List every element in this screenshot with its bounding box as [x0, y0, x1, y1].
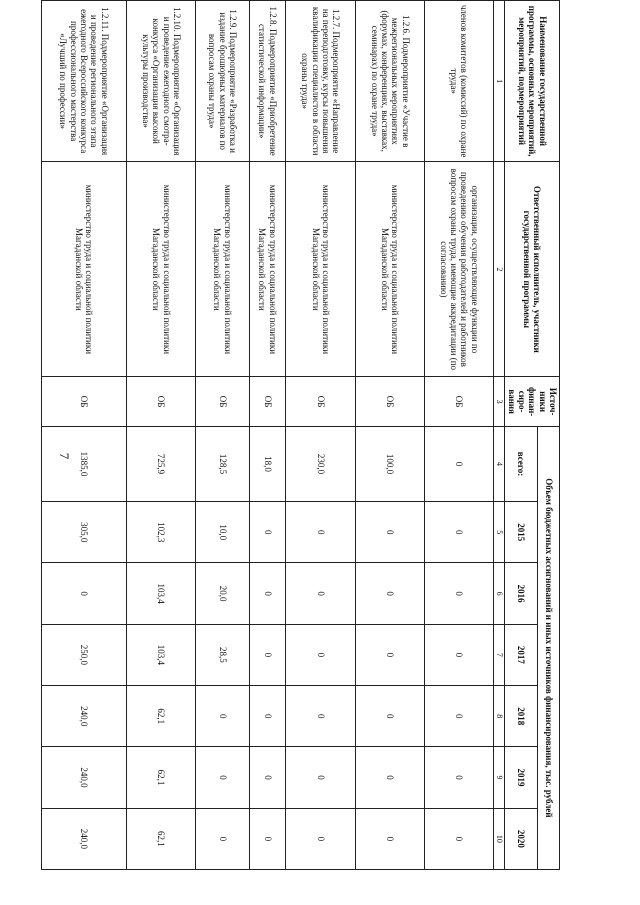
rotated-table-stage [40, 0, 560, 870]
header-executor: Ответственный исполнитель, участники государственной программы [505, 162, 560, 377]
cell-2018: 0 [196, 686, 249, 747]
cell-2019: 0 [196, 747, 249, 808]
table-row [286, 1, 355, 870]
cell-2020: 0 [249, 808, 286, 869]
header-year-2015: 2015 [505, 502, 538, 563]
header-year-2018: 2018 [505, 686, 538, 747]
cell-2018: 0 [286, 686, 355, 747]
cell-2016: 0 [286, 563, 355, 624]
cell-program-name: членов комитетов (комиссий) по охране труда» [425, 1, 494, 162]
cell-executor: министерство труда и социальной политики Магаданской области [249, 162, 286, 377]
cell-total: 0 [425, 426, 494, 501]
cell-2016: 0 [355, 563, 424, 624]
cell-2017: 0 [249, 624, 286, 685]
col-number: 4 [494, 426, 505, 501]
table-row [41, 1, 127, 870]
col-number: 9 [494, 747, 505, 808]
cell-program-name: 1.2.11. Подмероприятие «Организация и проведение регионального этапа ежегодного Всероссийского конкурса профессионального мастерства «Лучший по профессии» [41, 1, 127, 162]
cell-2017: 0 [286, 624, 355, 685]
cell-source: ОБ [249, 377, 286, 426]
cell-2016: 103,4 [127, 563, 196, 624]
cell-program-name: 1.2.7. Подмероприятие «Направление на переподготовку, курсы повышения квалификации специалистов в области охраны труда» [286, 1, 355, 162]
header-volume: Объем бюджетных ассигнований и иных источников финансирования, тыс. рублей [538, 426, 560, 869]
cell-total: 100,0 [355, 426, 424, 501]
cell-executor: министерство труда и социальной политики Магаданской области [41, 162, 127, 377]
cell-2015: 10,0 [196, 502, 249, 563]
cell-source: ОБ [127, 377, 196, 426]
col-number: 3 [494, 377, 505, 426]
col-number: 10 [494, 808, 505, 869]
cell-2015: 0 [355, 502, 424, 563]
cell-2019: 62,1 [127, 747, 196, 808]
cell-2015: 0 [425, 502, 494, 563]
cell-2015: 0 [286, 502, 355, 563]
table-row [196, 1, 249, 870]
header-year-2019: 2019 [505, 747, 538, 808]
cell-total: 725,9 [127, 426, 196, 501]
cell-source: ОБ [41, 377, 127, 426]
cell-executor: министерство труда и социальной политики Магаданской области [286, 162, 355, 377]
page-number: 7 [57, 452, 72, 460]
header-year-2020: 2020 [505, 808, 538, 869]
cell-2017: 0 [425, 624, 494, 685]
cell-executor: министерство труда и социальной политики Магаданской области [196, 162, 249, 377]
col-number: 6 [494, 563, 505, 624]
cell-2019: 0 [249, 747, 286, 808]
cell-2020: 62,1 [127, 808, 196, 869]
cell-executor: министерство труда и социальной политики Магаданской области [355, 162, 424, 377]
cell-2020: 0 [425, 808, 494, 869]
cell-2018: 0 [355, 686, 424, 747]
cell-program-name: 1.2.8. Подмероприятие «Приобретение статистической информации» [249, 1, 286, 162]
cell-source: ОБ [196, 377, 249, 426]
cell-2016: 0 [425, 563, 494, 624]
col-number: 8 [494, 686, 505, 747]
cell-2020: 0 [286, 808, 355, 869]
cell-2016: 20,0 [196, 563, 249, 624]
table-row [249, 1, 286, 870]
col-number: 1 [494, 1, 505, 162]
cell-source: ОБ [286, 377, 355, 426]
cell-total: 128,5 [196, 426, 249, 501]
cell-program-name: 1.2.9. Подмероприятие «Разработка и издание брошюрных материалов по вопросам охраны труда» [196, 1, 249, 162]
cell-program-name: 1.2.6. Подмероприятие «Участие в межрегиональных мероприятиях (форумах, конференциях, выставках, семинарах) по охране труда» [355, 1, 424, 162]
cell-2016: 0 [41, 563, 127, 624]
cell-2017: 28,5 [196, 624, 249, 685]
cell-total: 1385,0 [41, 426, 127, 501]
table-row [355, 1, 424, 870]
cell-2015: 0 [249, 502, 286, 563]
cell-2018: 62,1 [127, 686, 196, 747]
cell-2020: 0 [355, 808, 424, 869]
header-source: Источ-ники финан-сиро-вания [505, 377, 560, 426]
cell-2017: 0 [355, 624, 424, 685]
cell-2018: 0 [425, 686, 494, 747]
cell-source: ОБ [355, 377, 424, 426]
cell-source: ОБ [425, 377, 494, 426]
header-year-2016: 2016 [505, 563, 538, 624]
cell-2019: 0 [286, 747, 355, 808]
header-total: всего: [505, 426, 538, 501]
header-program-name: Наименование государственной программы, основных мероприятий, мероприятий, подмероприятий [505, 1, 560, 162]
table-row [127, 1, 196, 870]
budget-table [41, 0, 560, 870]
cell-2015: 102,3 [127, 502, 196, 563]
cell-2017: 103,4 [127, 624, 196, 685]
cell-2019: 0 [425, 747, 494, 808]
cell-2019: 240,0 [41, 747, 127, 808]
header-year-2017: 2017 [505, 624, 538, 685]
cell-executor: организации, осуществляющие функции по проведению обучения работодателей и работников вопросам охраны труда, имеющие аккредитации (по согласованию) [425, 162, 494, 377]
cell-executor: министерство труда и социальной политики Магаданской области [127, 162, 196, 377]
cell-2018: 0 [249, 686, 286, 747]
cell-2020: 240,0 [41, 808, 127, 869]
table-row [425, 1, 494, 870]
col-number: 5 [494, 502, 505, 563]
cell-program-name: 1.2.10. Подмероприятие «Организация и проведение ежегодного смотра-конкурса «Организация высокой культуры производства» [127, 1, 196, 162]
cell-total: 18,0 [249, 426, 286, 501]
col-number: 7 [494, 624, 505, 685]
cell-2015: 305,0 [41, 502, 127, 563]
cell-2017: 250,0 [41, 624, 127, 685]
cell-2020: 0 [196, 808, 249, 869]
cell-2018: 240,0 [41, 686, 127, 747]
cell-2019: 0 [355, 747, 424, 808]
table-body [41, 1, 494, 870]
cell-total: 230,0 [286, 426, 355, 501]
cell-2016: 0 [249, 563, 286, 624]
col-number: 2 [494, 162, 505, 377]
